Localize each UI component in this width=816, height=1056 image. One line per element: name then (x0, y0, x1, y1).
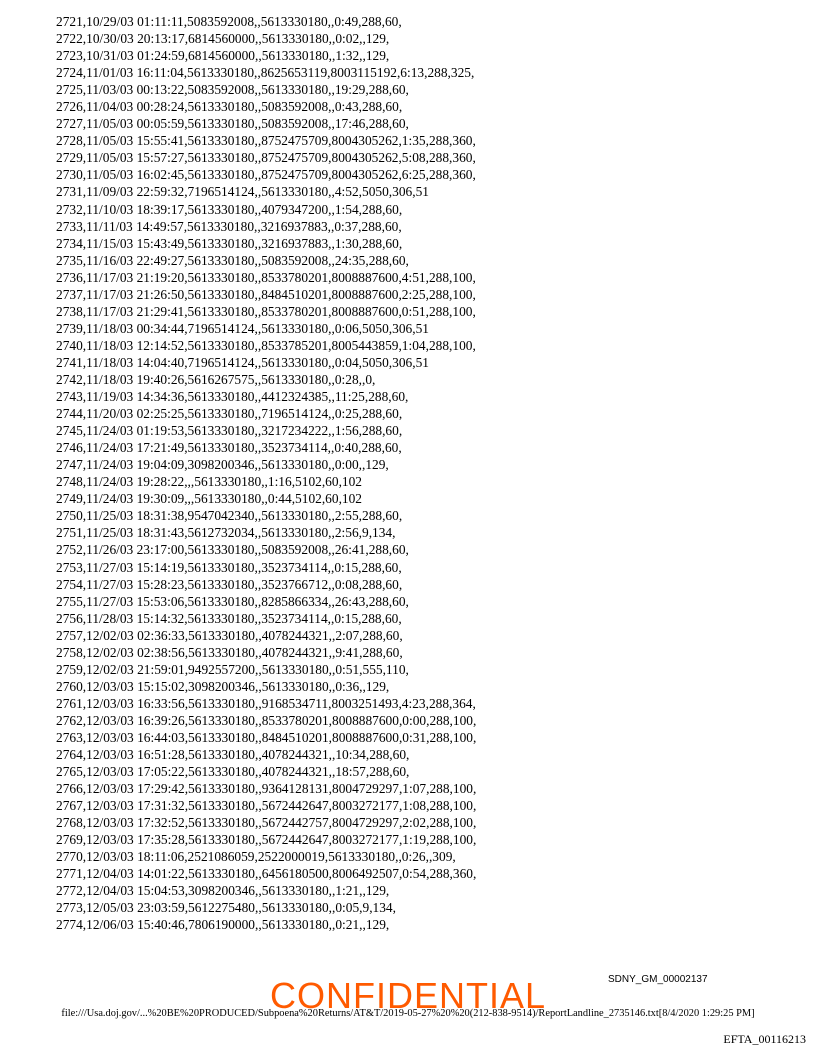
call-record-line: 2761,12/03/03 16:33:56,5613330180,,9168534711,8003251493,4:23,288,364, (56, 695, 476, 711)
call-record-line: 2753,11/27/03 15:14:19,5613330180,,3523734114,,0:15,288,60, (56, 559, 402, 575)
call-record-line: 2734,11/15/03 15:43:49,5613330180,,3216937883,,1:30,288,60, (56, 235, 403, 251)
call-record-line: 2754,11/27/03 15:28:23,5613330180,,3523766712,,0:08,288,60, (56, 576, 403, 592)
call-record-line: 2722,10/30/03 20:13:17,6814560000,,5613330180,,0:02,,129, (56, 31, 390, 47)
call-record-line: 2737,11/17/03 21:26:50,5613330180,,8484510201,8008887600,2:25,288,100, (56, 286, 476, 302)
footer-file-path: file:///Usa.doj.gov/...%20BE%20PRODUCED/Subpoena%20Returns/AT&T/2019-05-27%20%20(212-838-9514)/ReportLandline_2735146.txt[8/4/2020 1:29:25 PM] (61, 1008, 755, 1019)
call-record-line: 2748,11/24/03 19:28:22,,,5613330180,,1:16,5102,60,102 (56, 474, 363, 490)
call-record-line: 2726,11/04/03 00:28:24,5613330180,,5083592008,,0:43,288,60, (56, 99, 403, 115)
confidential-stamp: CONFIDENTIAL (269, 975, 547, 1016)
call-record-line: 2735,11/16/03 22:49:27,5613330180,,5083592008,,24:35,288,60, (56, 252, 409, 268)
call-record-line: 2756,11/28/03 15:14:32,5613330180,,3523734114,,0:15,288,60, (56, 610, 402, 626)
call-record-line: 2736,11/17/03 21:19:20,5613330180,,8533780201,8008887600,4:51,288,100, (56, 269, 476, 285)
call-record-line: 2733,11/11/03 14:49:57,5613330180,,3216937883,,0:37,288,60, (56, 218, 402, 234)
call-record-line: 2762,12/03/03 16:39:26,5613330180,,8533780201,8008887600,0:00,288,100, (56, 712, 477, 728)
call-record-line: 2723,10/31/03 01:24:59,6814560000,,5613330180,,1:32,,129, (56, 48, 390, 64)
call-record-line: 2773,12/05/03 23:03:59,5612275480,,5613330180,,0:05,9,134, (56, 900, 396, 916)
call-record-line: 2745,11/24/03 01:19:53,5613330180,,3217234222,,1:56,288,60, (56, 423, 403, 439)
call-record-line: 2771,12/04/03 14:01:22,5613330180,,6456180500,8006492507,0:54,288,360, (56, 866, 477, 882)
call-record-line: 2755,11/27/03 15:53:06,5613330180,,8285866334,,26:43,288,60, (56, 593, 409, 609)
call-record-line: 2743,11/19/03 14:34:36,5613330180,,4412324385,,11:25,288,60, (56, 389, 409, 405)
call-record-line: 2763,12/03/03 16:44:03,5613330180,,8484510201,8008887600,0:31,288,100, (56, 729, 477, 745)
call-record-line: 2766,12/03/03 17:29:42,5613330180,,9364128131,8004729297,1:07,288,100, (56, 781, 477, 797)
call-record-line: 2731,11/09/03 22:59:32,7196514124,,5613330180,,4:52,5050,306,51 (56, 184, 429, 200)
call-record-line: 2744,11/20/03 02:25:25,5613330180,,7196514124,,0:25,288,60, (56, 406, 403, 422)
call-record-line: 2757,12/02/03 02:36:33,5613330180,,4078244321,,2:07,288,60, (56, 627, 403, 643)
call-record-line: 2729,11/05/03 15:57:27,5613330180,,8752475709,8004305262,5:08,288,360, (56, 150, 476, 166)
call-record-line: 2725,11/03/03 00:13:22,5083592008,,5613330180,,19:29,288,60, (56, 82, 409, 98)
call-record-line: 2768,12/03/03 17:32:52,5613330180,,5672442757,8004729297,2:02,288,100, (56, 815, 477, 831)
call-record-line: 2742,11/18/03 19:40:26,5616267575,,5613330180,,0:28,,0, (56, 371, 376, 387)
call-record-line: 2750,11/25/03 18:31:38,9547042340,,5613330180,,2:55,288,60, (56, 508, 403, 524)
call-record-line: 2772,12/04/03 15:04:53,3098200346,,5613330180,,1:21,,129, (56, 883, 390, 899)
call-record-line: 2724,11/01/03 16:11:04,5613330180,,8625653119,8003115192,6:13,288,325, (56, 65, 475, 81)
bates-number: SDNY_GM_00002137 (608, 974, 708, 985)
call-record-line: 2739,11/18/03 00:34:44,7196514124,,5613330180,,0:06,5050,306,51 (56, 320, 429, 336)
call-record-line: 2760,12/03/03 15:15:02,3098200346,,5613330180,,0:36,,129, (56, 678, 390, 694)
call-record-line: 2738,11/17/03 21:29:41,5613330180,,8533780201,8008887600,0:51,288,100, (56, 303, 476, 319)
call-record-line: 2751,11/25/03 18:31:43,5612732034,,5613330180,,2:56,9,134, (56, 525, 396, 541)
call-record-line: 2721,10/29/03 01:11:11,5083592008,,5613330180,,0:49,288,60, (56, 14, 402, 29)
call-record-line: 2732,11/10/03 18:39:17,5613330180,,4079347200,,1:54,288,60, (56, 201, 403, 217)
call-record-line: 2764,12/03/03 16:51:28,5613330180,,4078244321,,10:34,288,60, (56, 747, 410, 763)
call-record-line: 2758,12/02/03 02:38:56,5613330180,,4078244321,,9:41,288,60, (56, 644, 403, 660)
call-record-line: 2767,12/03/03 17:31:32,5613330180,,5672442647,8003272177,1:08,288,100, (56, 798, 477, 814)
call-records-list (56, 13, 796, 934)
efta-identifier: EFTA_00116213 (723, 1032, 806, 1046)
call-record-line: 2746,11/24/03 17:21:49,5613330180,,3523734114,,0:40,288,60, (56, 440, 402, 456)
call-record-line: 2741,11/18/03 14:04:40,7196514124,,5613330180,,0:04,5050,306,51 (56, 354, 429, 370)
call-record-line: 2752,11/26/03 23:17:00,5613330180,,5083592008,,26:41,288,60, (56, 542, 409, 558)
call-record-line: 2730,11/05/03 16:02:45,5613330180,,8752475709,8004305262,6:25,288,360, (56, 167, 476, 183)
call-record-line: 2728,11/05/03 15:55:41,5613330180,,8752475709,8004305262,1:35,288,360, (56, 133, 476, 149)
call-record-line: 2769,12/03/03 17:35:28,5613330180,,5672442647,8003272177,1:19,288,100, (56, 832, 477, 848)
call-record-line: 2727,11/05/03 00:05:59,5613330180,,5083592008,,17:46,288,60, (56, 116, 409, 132)
call-record-line: 2770,12/03/03 18:11:06,2521086059,2522000019,5613330180,,0:26,,309, (56, 849, 456, 865)
call-record-line: 2747,11/24/03 19:04:09,3098200346,,5613330180,,0:00,,129, (56, 457, 389, 473)
call-record-line: 2749,11/24/03 19:30:09,,,5613330180,,0:44,5102,60,102 (56, 491, 363, 507)
call-record-line: 2765,12/03/03 17:05:22,5613330180,,4078244321,,18:57,288,60, (56, 764, 410, 780)
call-record-line: 2740,11/18/03 12:14:52,5613330180,,8533785201,8005443859,1:04,288,100, (56, 337, 476, 353)
call-record-line: 2774,12/06/03 15:40:46,7806190000,,5613330180,,0:21,,129, (56, 917, 390, 933)
call-record-line: 2759,12/02/03 21:59:01,9492557200,,5613330180,,0:51,555,110, (56, 661, 409, 677)
